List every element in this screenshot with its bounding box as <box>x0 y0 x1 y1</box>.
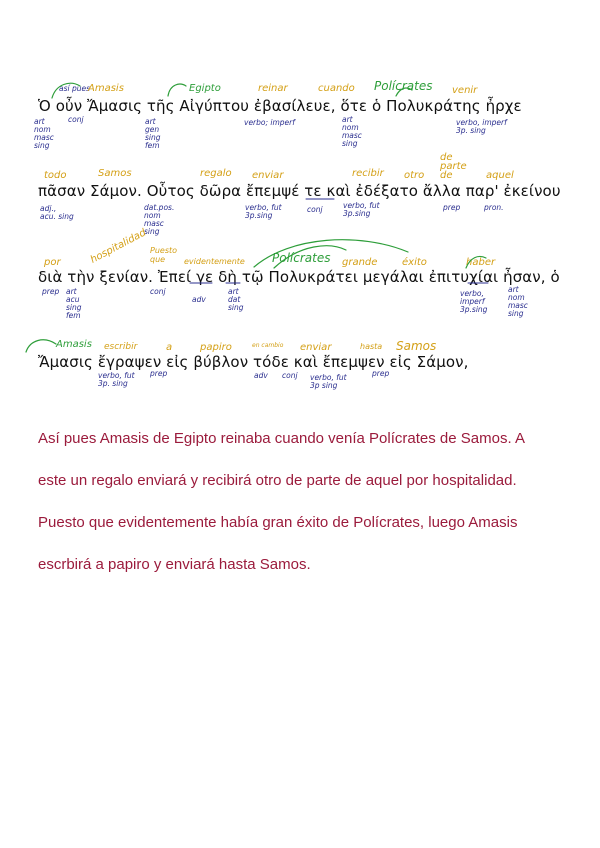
annotation-above: en cambio <box>252 342 284 349</box>
annotation-above: otro <box>404 170 425 181</box>
annotation-below: pron. <box>484 203 504 212</box>
annotation-above: evidentemente <box>184 257 245 266</box>
annotation-above: Puesto que <box>150 246 178 264</box>
annotation-above: aquel <box>486 170 514 181</box>
annotation-below: prep <box>372 369 390 378</box>
annotation-above: hasta <box>360 342 383 351</box>
annotation-below: adj., acu. sing <box>40 204 74 221</box>
annotation-below: conj <box>68 115 84 124</box>
annotation-below: adv <box>192 295 206 304</box>
annotation-below: art dat sing <box>228 287 244 312</box>
translation-line-1: Así pues Amasis de Egipto reinaba cuando venía Polícrates de Samos. A <box>38 430 525 447</box>
annotation-above: Amasis <box>56 339 92 350</box>
annotation-below: art gen sing fem <box>145 117 161 150</box>
annotation-below: conj <box>150 287 166 296</box>
annotation-above: a <box>166 342 173 353</box>
annotation-above: haber <box>466 257 496 268</box>
annotation-above: todo <box>44 170 67 181</box>
annotation-below: verbo, imperf 3p. sing <box>456 118 507 135</box>
annotation-below: prep <box>150 369 168 378</box>
annotation-above: enviar <box>300 342 332 353</box>
annotation-below: prep <box>443 203 461 212</box>
annotation-above: recibir <box>352 168 384 179</box>
annotation-above: reinar <box>258 83 288 94</box>
translation-line-4: escrbirá a papiro y enviará hasta Samos. <box>38 556 311 573</box>
annotation-above: de parte de <box>440 152 467 181</box>
annotation-above: Polícrates <box>374 79 433 93</box>
annotation-above: Amasis <box>88 83 124 94</box>
annotation-below: dat.pos. nom masc sing <box>144 203 175 236</box>
annotation-below: conj <box>282 371 298 380</box>
translation-line-2: este un regalo enviará y recibirá otro de parte de aquel por hospitalidad. <box>38 472 517 489</box>
annotation-below: verbo, fut 3p sing <box>310 373 347 390</box>
annotation-below: art nom masc sing <box>342 115 362 148</box>
annotation-below: verbo; imperf <box>244 118 295 127</box>
annotation-above: grande <box>342 257 378 268</box>
arrow-mark <box>26 340 56 352</box>
annotation-above: Polícrates <box>272 251 331 265</box>
annotation-above: Samos <box>396 339 437 353</box>
annotation-above: cuando <box>318 83 355 94</box>
annotation-below: adv <box>254 371 268 380</box>
annotation-below: conj <box>307 205 323 214</box>
annotation-above: Egipto <box>189 83 221 94</box>
greek-line-1: Ὁ οὖν Ἄμασις τῆς Αἰγύπτου ἐβασίλευε, ὅτε ὁ Πολυκράτης ἦρχε <box>38 97 522 115</box>
annotation-below: prep <box>42 287 60 296</box>
greek-line-3: διὰ τὴν ξενίαν. Ἐπεί γε δὴ τῷ Πολυκράτει μεγάλαι ἐπιτυχίαι ἦσαν, ὁ <box>38 268 560 286</box>
annotation-above: escribir <box>104 342 138 352</box>
translation-line-3: Puesto que evidentemente había gran éxito de Polícrates, luego Amasis <box>38 514 518 531</box>
greek-line-2: πᾶσαν Σάμον. Οὗτος δῶρα ἔπεμψέ τε καὶ ἐδέξατο ἄλλα παρ' ἐκείνου <box>38 182 561 200</box>
greek-line-4: Ἄμασις ἔγραψεν εἰς βύβλον τόδε καὶ ἔπεμψεν εἰς Σάμον, <box>38 353 469 371</box>
annotation-above: por <box>44 257 61 268</box>
annotation-above: hospitalidad <box>88 227 148 266</box>
annotation-above: venir <box>452 85 478 96</box>
annotation-above: éxito <box>402 257 427 268</box>
annotation-above: así pues <box>59 84 91 93</box>
annotation-below: art acu sing fem <box>66 287 82 320</box>
annotation-below: verbo, fut 3p. sing <box>98 371 135 388</box>
annotation-above: papiro <box>200 342 232 353</box>
annotation-below: art nom masc sing <box>508 285 528 318</box>
annotation-above: enviar <box>252 170 284 181</box>
annotation-above: regalo <box>200 168 232 179</box>
annotation-above: Samos <box>98 168 132 179</box>
arrow-mark <box>168 84 186 96</box>
annotation-below: verbo, imperf 3p.sing <box>460 289 488 314</box>
annotation-below: verbo, fut 3p.sing <box>245 203 282 220</box>
annotation-below: verbo, fut 3p.sing <box>343 201 380 218</box>
annotation-below: art nom masc sing <box>34 117 54 150</box>
